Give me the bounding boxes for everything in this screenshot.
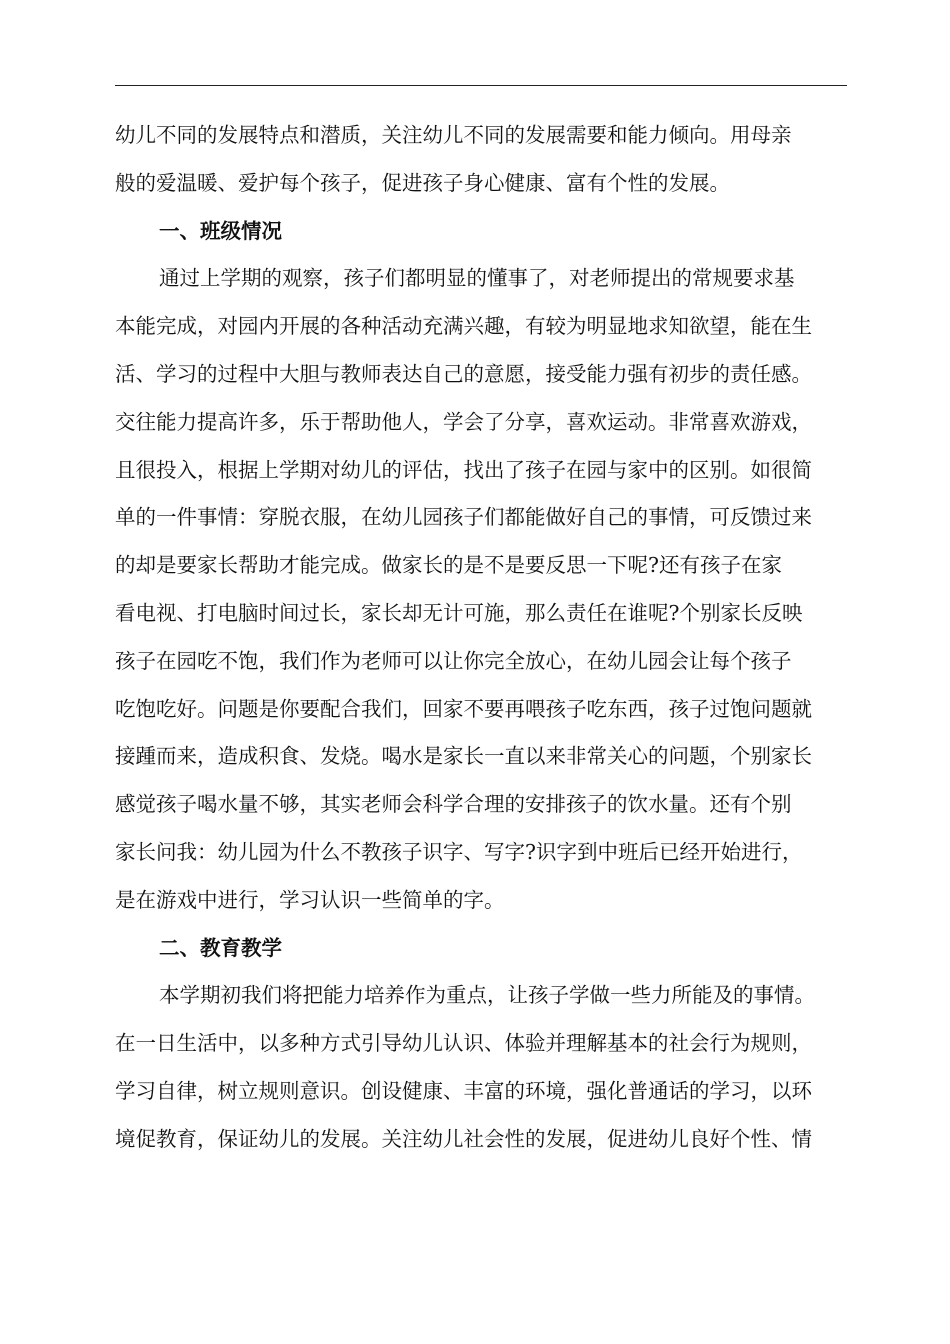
section-heading-education-teaching: 二、教育教学 [159,935,282,960]
intro-line-2: 般的爱温暖、爱护每个孩子，促进孩子身心健康、富有个性的发展。 [115,170,730,195]
section1-line-2: 本能完成，对园内开展的各种活动充满兴趣，有较为明显地求知欲望，能在生 [115,314,812,339]
document-body [115,112,847,1164]
section1-line-4: 交往能力提高许多，乐于帮助他人，学会了分享，喜欢运动。非常喜欢游戏， [115,409,812,434]
section1-line-7: 的却是要家长帮助才能完成。做家长的是不是要反思一下呢?还有孩子在家 [115,553,782,578]
section1-line-11: 接踵而来，造成积食、发烧。喝水是家长一直以来非常关心的问题，个别家长 [115,744,812,769]
section1-line-6: 单的一件事情：穿脱衣服，在幼儿园孩子们都能做好自己的事情，可反馈过来 [115,505,812,530]
section1-line-3: 活、学习的过程中大胆与教师表达自己的意愿，接受能力强有初步的责任感。 [115,361,812,386]
header-rule [115,85,847,86]
section1-line-1: 通过上学期的观察，孩子们都明显的懂事了，对老师提出的常规要求基 [159,266,795,291]
section2-line-3: 学习自律，树立规则意识。创设健康、丰富的环境，强化普通话的学习，以环 [115,1078,812,1103]
section1-line-14: 是在游戏中进行，学习认识一些简单的字。 [115,887,505,912]
section1-line-8: 看电视、打电脑时间过长，家长却无计可施，那么责任在谁呢?个别家长反映 [115,600,803,625]
section1-line-13: 家长问我：幼儿园为什么不教孩子识字、写字?识字到中班后已经开始进行， [115,839,803,864]
intro-line-1: 幼儿不同的发展特点和潜质，关注幼儿不同的发展需要和能力倾向。用母亲 [115,123,792,147]
section1-line-12: 感觉孩子喝水量不够，其实老师会科学合理的安排孩子的饮水量。还有个别 [115,792,792,817]
section1-line-5: 且很投入，根据上学期对幼儿的评估，找出了孩子在园与家中的区别。如很简 [115,457,812,482]
section1-line-9: 孩子在园吃不饱，我们作为老师可以让你完全放心，在幼儿园会让每个孩子 [115,648,792,673]
section-heading-class-situation: 一、班级情况 [159,218,282,243]
section2-line-2: 在一日生活中，以多种方式引导幼儿认识、体验并理解基本的社会行为规则， [115,1031,812,1056]
section2-line-1: 本学期初我们将把能力培养作为重点，让孩子学做一些力所能及的事情。 [159,983,815,1008]
section2-line-4: 境促教育，保证幼儿的发展。关注幼儿社会性的发展，促进幼儿良好个性、情 [115,1126,812,1151]
section1-line-10: 吃饱吃好。问题是你要配合我们，回家不要再喂孩子吃东西，孩子过饱问题就 [115,696,812,721]
